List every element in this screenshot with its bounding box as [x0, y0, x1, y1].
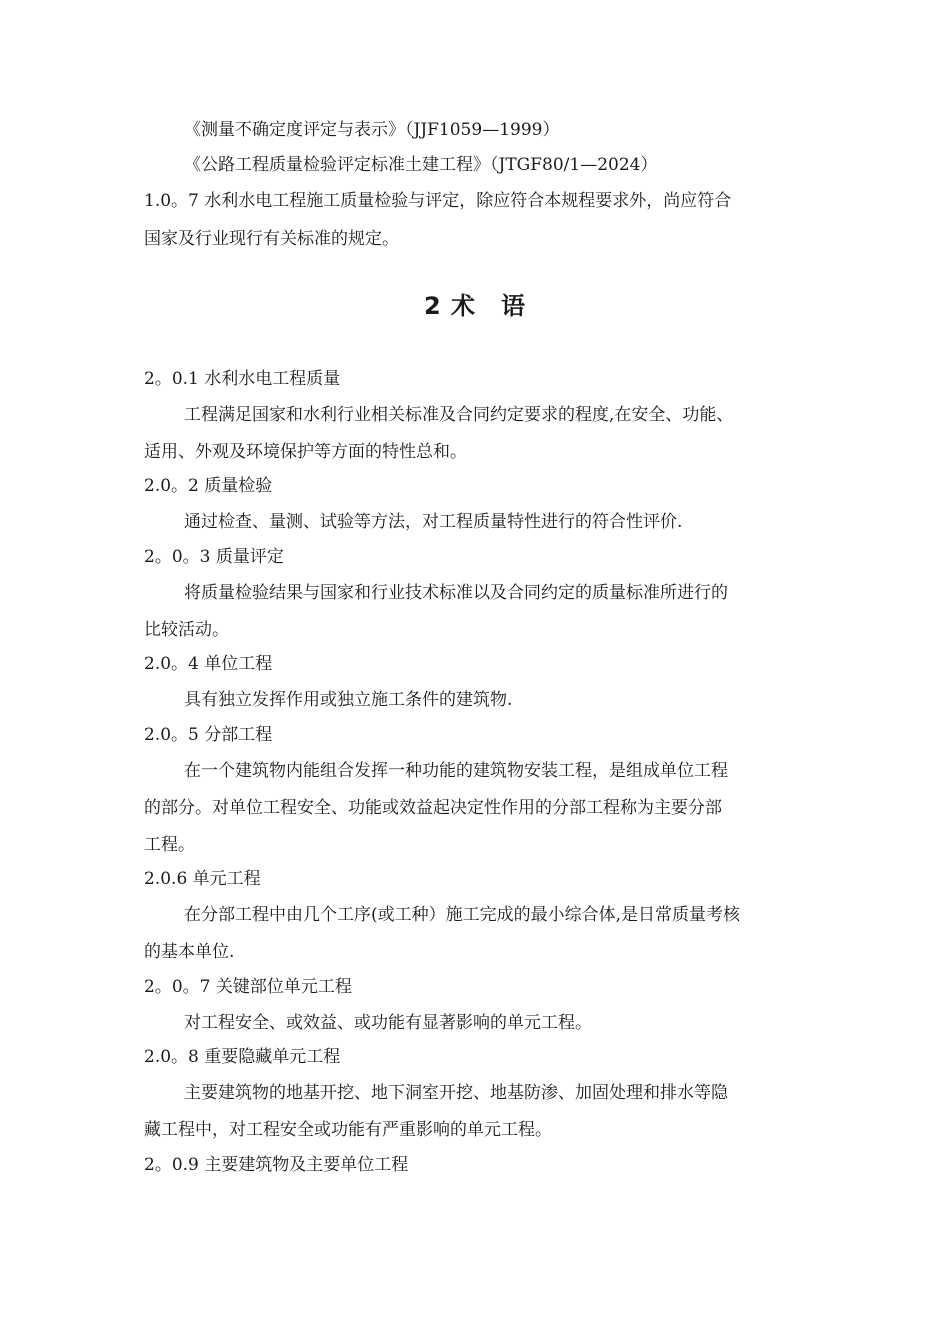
term-definition: 工程满足国家和水利行业相关标准及合同约定要求的程度,在安全、功能、	[184, 405, 734, 425]
term-definition: 比较活动。	[144, 620, 229, 640]
term-heading: 2。0。7 关键部位单元工程	[144, 977, 352, 997]
term-definition: 在一个建筑物内能组合发挥一种功能的建筑物安装工程，是组成单位工程	[184, 761, 728, 781]
term-definition: 的基本单位.	[144, 942, 235, 962]
chapter-title: 2 术 语	[423, 292, 527, 320]
clause-text: 1.0。7 水利水电工程施工质量检验与评定，除应符合本规程要求外，尚应符合	[144, 191, 732, 211]
term-definition: 的部分。对单位工程安全、功能或效益起决定性作用的分部工程称为主要分部	[144, 798, 722, 818]
term-heading: 2.0.6 单元工程	[144, 869, 261, 889]
term-definition: 工程。	[144, 835, 195, 855]
term-heading: 2。0.1 水利水电工程质量	[144, 369, 341, 389]
term-heading: 2。0。3 质量评定	[144, 547, 284, 567]
term-heading: 2.0。2 质量检验	[144, 476, 273, 496]
term-definition: 具有独立发挥作用或独立施工条件的建筑物.	[184, 690, 513, 710]
term-definition: 在分部工程中由几个工序(或工种）施工完成的最小综合体,是日常质量考核	[184, 905, 741, 925]
term-heading: 2.0。8 重要隐藏单元工程	[144, 1047, 341, 1067]
reference-line: 《公路工程质量检验评定标准土建工程》（JTGF80/1—2024）	[184, 155, 658, 175]
term-heading: 2.0。5 分部工程	[144, 725, 273, 745]
term-heading: 2。0.9 主要建筑物及主要单位工程	[144, 1155, 409, 1175]
clause-text: 国家及行业现行有关标准的规定。	[144, 229, 399, 249]
term-definition: 将质量检验结果与国家和行业技术标准以及合同约定的质量标准所进行的	[184, 583, 728, 603]
term-definition: 通过检查、量测、试验等方法，对工程质量特性进行的符合性评价.	[184, 512, 683, 532]
term-definition: 适用、外观及环境保护等方面的特性总和。	[144, 442, 467, 462]
term-heading: 2.0。4 单位工程	[144, 654, 273, 674]
term-definition: 对工程安全、或效益、或功能有显著影响的单元工程。	[184, 1013, 592, 1033]
term-definition: 藏工程中，对工程安全或功能有严重影响的单元工程。	[144, 1120, 552, 1140]
reference-line: 《测量不确定度评定与表示》（JJF1059—1999）	[184, 120, 560, 140]
term-definition: 主要建筑物的地基开挖、地下洞室开挖、地基防渗、加固处理和排水等隐	[184, 1083, 728, 1103]
